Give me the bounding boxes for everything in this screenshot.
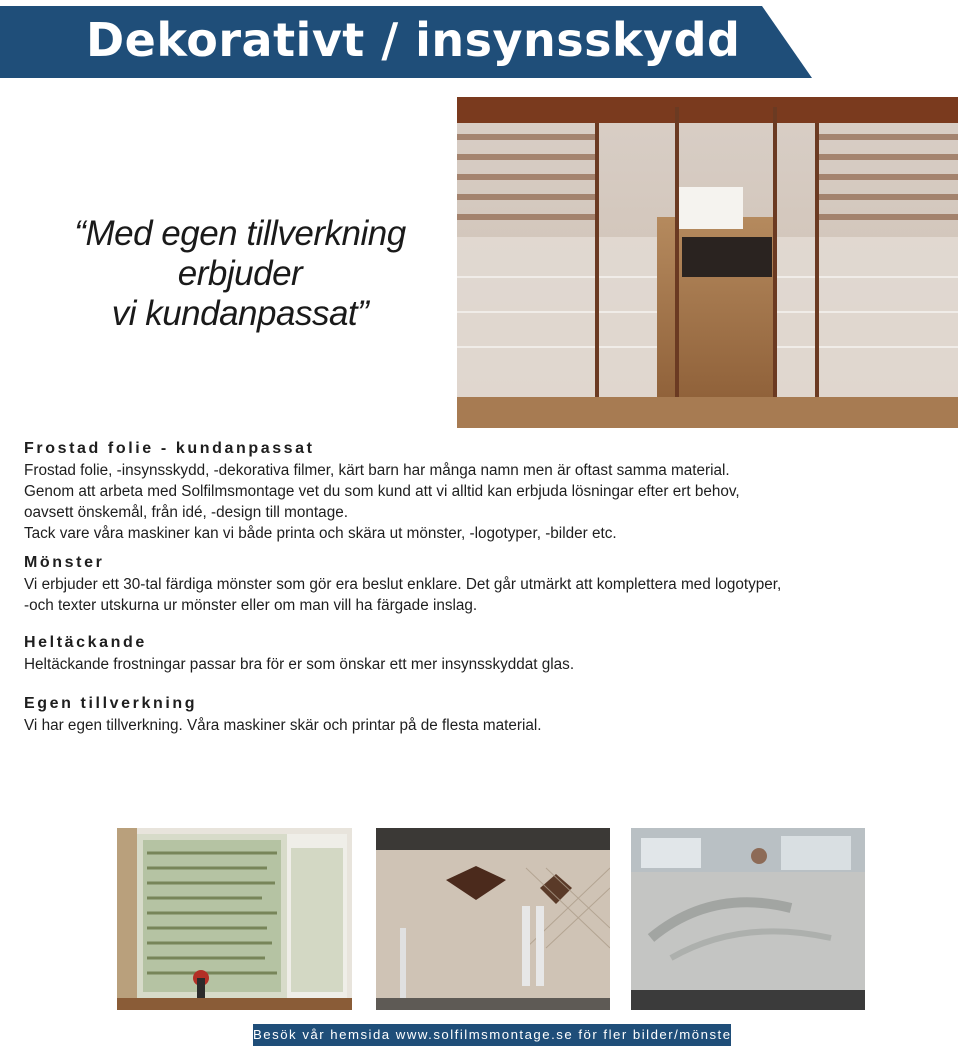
paragraph-line: -och texter utskurna ur mönster eller om man vill ha färgade inslag. bbox=[24, 597, 478, 614]
quote bbox=[40, 214, 440, 334]
section-heading: Heltäckande bbox=[24, 634, 147, 651]
photo-printed-glass-door bbox=[117, 828, 352, 1010]
paragraph-line: oavsett önskemål, från idé, -design till montage. bbox=[24, 504, 348, 521]
section-heltackande bbox=[24, 632, 924, 675]
photo-frosted-glass-entrance bbox=[376, 828, 610, 1010]
paragraph-line: Genom att arbeta med Solfilmsmontage vet du som kund att vi alltid kan erbjuda lösningar efter ert behov, bbox=[24, 483, 740, 500]
hero-photo-frosted-office bbox=[457, 97, 958, 428]
footer-banner: Besök vår hemsida www.solfilmsmontage.se för fler bilder/mönster bbox=[253, 1024, 731, 1046]
quote-line: “Med egen tillverkning bbox=[74, 214, 406, 253]
paragraph-line: Heltäckande frostningar passar bra för er som önskar ett mer insynsskyddat glas. bbox=[24, 656, 575, 673]
page-title: Dekorativt / insynsskydd bbox=[86, 13, 741, 67]
quote-line: erbjuder bbox=[177, 254, 303, 293]
section-egen-tillverkning bbox=[24, 693, 924, 736]
section-heading: Frostad folie - kundanpassat bbox=[24, 440, 315, 457]
section-heading: Mönster bbox=[24, 554, 105, 571]
quote-line: vi kundanpassat” bbox=[111, 294, 369, 333]
text-content bbox=[24, 438, 924, 744]
paragraph-line: Tack vare våra maskiner kan vi både printa och skära ut mönster, -logotyper, -bilder etc. bbox=[24, 525, 617, 542]
paragraph-line: Frostad folie, -insynsskydd, -dekorativa filmer, kärt barn har många namn men är oftast samma material. bbox=[24, 462, 730, 479]
photo-frosted-office-partition bbox=[631, 828, 865, 1010]
section-heading: Egen tillverkning bbox=[24, 695, 198, 712]
paragraph-line: Vi har egen tillverkning. Våra maskiner skär och printar på de flesta material. bbox=[24, 717, 542, 734]
section-monster bbox=[24, 552, 924, 616]
section-frostad-folie bbox=[24, 438, 924, 544]
paragraph-line: Vi erbjuder ett 30-tal färdiga mönster som gör era beslut enklare. Det går utmärkt att komplettera med logotyper, bbox=[24, 576, 782, 593]
